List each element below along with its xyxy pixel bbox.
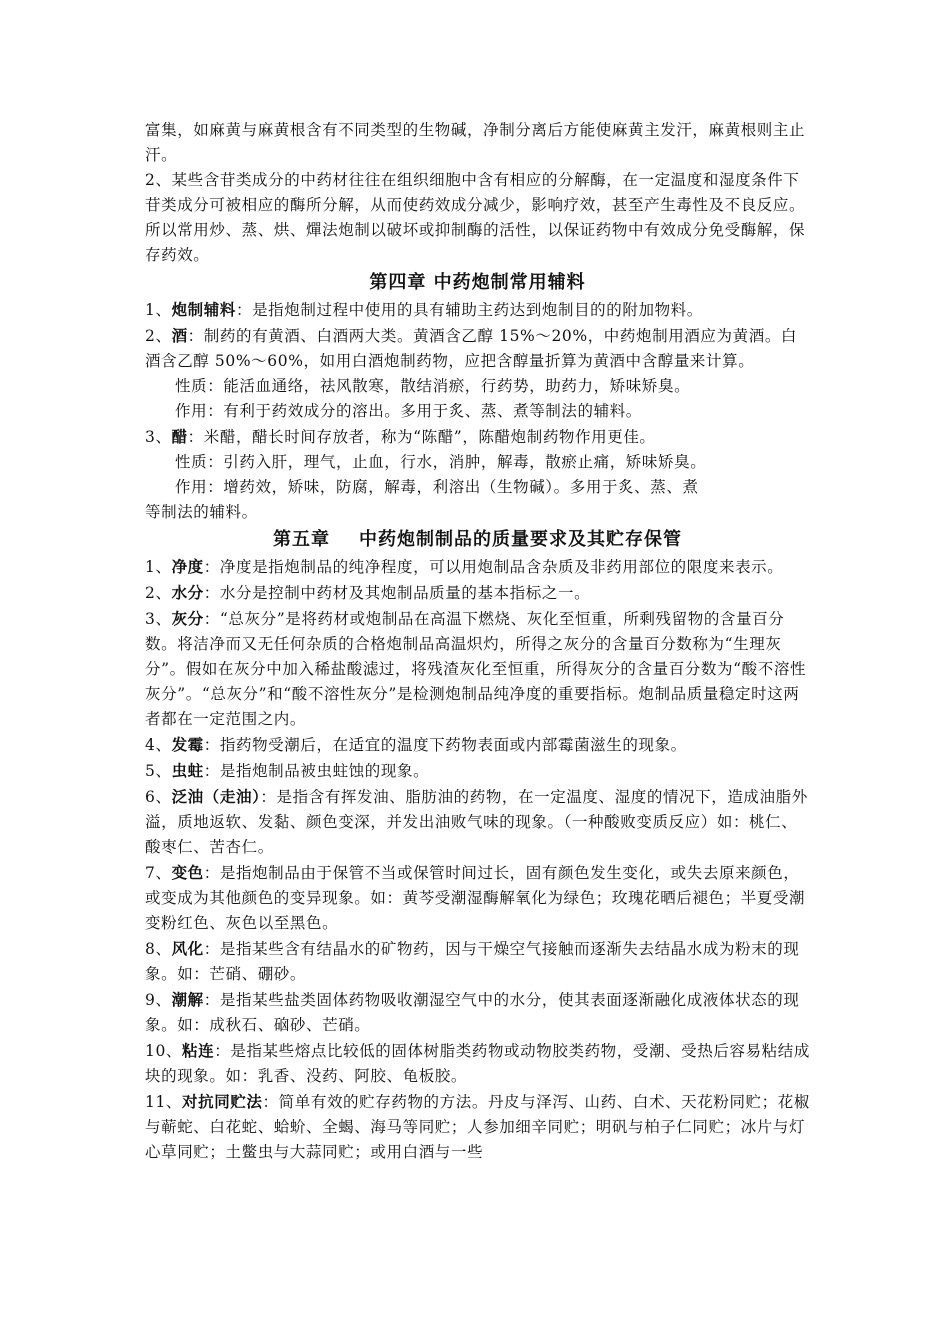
- item-term: 发霉: [171, 735, 204, 754]
- item-term: 炮制辅料: [171, 300, 236, 319]
- vinegar-function-cont: 等制法的辅料。: [145, 503, 258, 521]
- wine-properties: 性质：能活血通络，祛风散寒，散结消瘀，行药势，助药力，矫味矫臭。: [175, 377, 691, 395]
- item-term: 泛油（走油）: [171, 787, 261, 806]
- list-item: 5、虫蛀：是指炮制品被虫蛀蚀的现象。: [145, 761, 430, 780]
- list-item: 3、醋：米醋，醋长时间存放者，称为“陈醋”，陈醋炮制药物作用更佳。: [145, 427, 656, 446]
- item-term: 虫蛀: [171, 761, 204, 780]
- chapter-4-title: 第四章 中药炮制常用辅料: [369, 272, 586, 293]
- item-term: 对抗同贮法: [182, 1092, 263, 1111]
- item-term: 风化: [171, 939, 204, 958]
- vinegar-properties: 性质：引药入肝，理气，止血，行水，消肿，解毒，散瘀止痛，矫味矫臭。: [175, 453, 707, 471]
- vinegar-function: 作用：增药效，矫味，防腐，解毒，利溶出（生物碱）。多用于炙、蒸、煮: [175, 478, 699, 496]
- chapter-5-list: [145, 554, 810, 1165]
- list-item: 7、变色：是指炮制品由于保管不当或保管时间过长，固有颜色发生变化，或失去原来颜色，或变成为其他颜色的变异现象。如：黄芩受潮湿酶解氧化为绿色；玫瑰花晒后褪色；半夏受潮变粉红色、灰色以至黑色。: [145, 863, 806, 932]
- list-item: 1、净度：净度是指炮制品的纯净程度，可以用炮制品含杂质及非药用部位的限度来表示。: [145, 557, 784, 576]
- chapter-5-title: 第五章 中药炮制制品的质量要求及其贮存保管: [272, 529, 683, 550]
- item-term: 酒: [171, 326, 188, 345]
- list-item: 1、炮制辅料：是指炮制过程中使用的具有辅助主药达到炮制目的的附加物料。: [145, 300, 703, 319]
- item-term: 水分: [171, 583, 204, 602]
- intro-paragraph: 富集，如麻黄与麻黄根含有不同类型的生物碱，净制分离后方能使麻黄主发汗，麻黄根则主止汗。: [145, 121, 806, 164]
- list-item: 2、水分：水分是控制中药材及其炮制品质量的基本指标之一。: [145, 583, 591, 602]
- list-item: 9、潮解：是指某些盐类固体药物吸收潮湿空气中的水分，使其表面逐渐融化成液体状态的现象。如：成秋石、硇砂、芒硝。: [145, 990, 800, 1034]
- item-term: 净度: [171, 557, 204, 576]
- item-term: 灰分: [171, 609, 204, 628]
- list-item: 8、风化：是指某些含有结晶水的矿物药，因与干燥空气接触而逐渐失去结晶水成为粉末的现象。如：芒硝、硼砂。: [145, 939, 800, 983]
- document-page: [145, 118, 810, 1165]
- list-item: 2、酒：制药的有黄酒、白酒两大类。黄酒含乙醇 15%～20%，中药炮制用酒应为黄酒。白酒含乙醇 50%～60%，如用白酒炮制药物，应把含醇量折算为黄酒中含醇量来计算。: [145, 326, 798, 370]
- list-item: 3、灰分：“总灰分”是将药材或炮制品在高温下燃烧、灰化至恒重，所剩残留物的含量百分数。将洁净而又无任何杂质的合格炮制品高温炽灼，所得之灰分的含量百分数称为“生理灰分”。假如在灰分中加入稀盐酸滤过，将残渣灰化至恒重，所得灰分的含量百分数为“酸不溶性灰分”。“总灰分”和“酸不溶性灰分”是检测炮制品纯净度的重要指标。炮制品质量稳定时这两者都在一定范围之内。: [145, 609, 807, 728]
- item-term: 潮解: [171, 990, 204, 1009]
- item-term: 变色: [171, 863, 204, 882]
- list-item: 10、粘连：是指某些熔点比较低的固体树脂类药物或动物胶类药物，受潮、受热后容易粘结成块的现象。如：乳香、没药、阿胶、龟板胶。: [145, 1041, 810, 1085]
- intro-paragraph: 2、某些含苷类成分的中药材往往在组织细胞中含有相应的分解酶，在一定温度和湿度条件下苷类成分可被相应的酶所分解，从而使药效成分减少，影响疗效，甚至产生毒性及不良反应。所以常用炒、蒸、烘、燀法炮制以破坏或抑制酶的活性，以保证药物中有效成分免受酶解，保存药效。: [145, 171, 806, 264]
- item-term: 醋: [171, 427, 188, 446]
- list-item: 11、对抗同贮法：简单有效的贮存药物的方法。丹皮与泽泻、山药、白术、天花粉同贮；花椒与蕲蛇、白花蛇、蛤蚧、全蝎、海马等同贮；人参加细辛同贮；明矾与柏子仁同贮；冰片与灯心草同贮；土鳖虫与大蒜同贮；或用白酒与一些: [145, 1092, 810, 1161]
- list-item: 6、泛油（走油）：是指含有挥发油、脂肪油的药物，在一定温度、湿度的情况下，造成油脂外溢，质地返软、发黏、颜色变深，并发出油败气味的现象。（一种酸败变质反应）如：桃仁、酸枣仁、苦杏仁。: [145, 787, 808, 856]
- wine-function: 作用：有利于药效成分的溶出。多用于炙、蒸、煮等制法的辅料。: [175, 402, 642, 420]
- list-item: 4、发霉：指药物受潮后，在适宜的温度下药物表面或内部霉菌滋生的现象。: [145, 735, 687, 754]
- item-term: 粘连: [182, 1041, 215, 1060]
